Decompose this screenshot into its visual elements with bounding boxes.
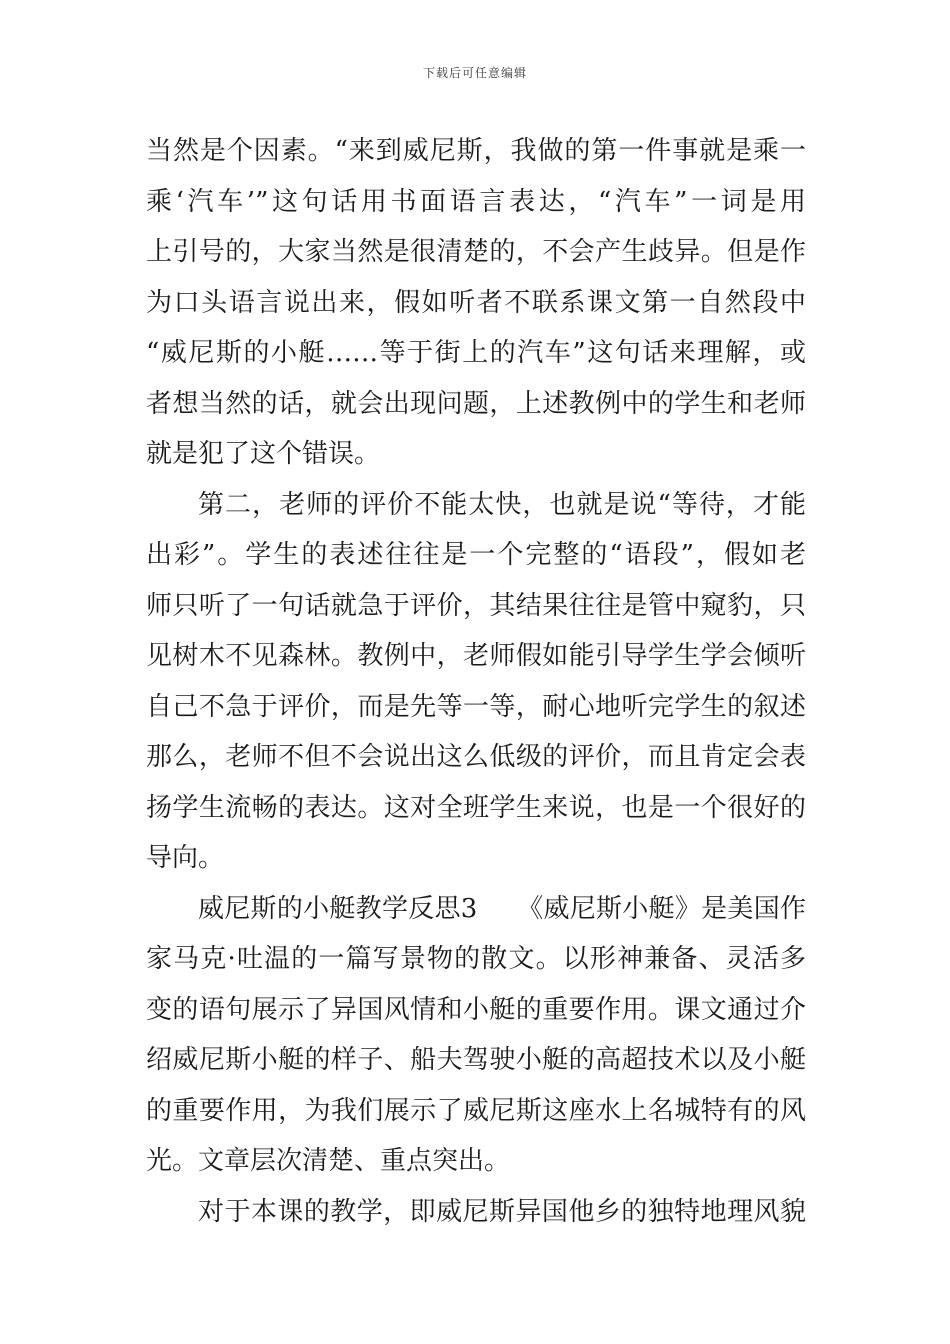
text-line: 者想当然的话，就会出现问题，上述教例中的学生和老师 <box>146 388 806 419</box>
text-line: 导向。 <box>146 843 225 873</box>
text-line: 绍威尼斯小艇的样子、船夫驾驶小艇的高超技术以及小艇 <box>146 1045 806 1075</box>
text-line: 光。文章层次清楚、重点突出。 <box>146 1146 511 1176</box>
text-line: 为口头语言说出来，假如听者不联系课文第一自然段中 <box>146 287 806 318</box>
body-text <box>146 126 806 1237</box>
text-line: 扬学生流畅的表达。这对全班学生来说，也是一个很好的 <box>146 792 806 823</box>
text-line: 家马克·吐温的一篇写景物的散文。以形神兼备、灵活多 <box>146 944 806 974</box>
text-line: 自己不急于评价，而是先等一等，耐心地听完学生的叙述 <box>146 691 806 722</box>
text-line: 出彩”。学生的表述往往是一个完整的“语段”，假如老 <box>146 540 806 570</box>
text-line: 那么，老师不但不会说出这么低级的评价，而且肯定会表 <box>146 742 806 772</box>
text-line: 威尼斯的小艇教学反思3 《威尼斯小艇》是美国作 <box>198 893 806 924</box>
text-line: 就是犯了这个错误。 <box>146 439 381 469</box>
text-line: 乘‘汽车’”这句话用书面语言表达，“汽车”一词是用 <box>146 186 806 217</box>
text-line: 的重要作用，为我们展示了威尼斯这座水上名城特有的风 <box>146 1095 806 1126</box>
text-line: 当然是个因素。“来到威尼斯，我做的第一件事就是乘一 <box>146 136 806 166</box>
text-line: 变的语句展示了异国风情和小艇的重要作用。课文通过介 <box>146 994 806 1025</box>
page-header: 下载后可任意编辑 <box>422 66 527 80</box>
text-line: 师只听了一句话就急于评价，其结果往往是管中窥豹，只 <box>146 590 806 621</box>
text-line: 第二，老师的评价不能太快，也就是说“等待，才能 <box>198 489 806 520</box>
text-line: 对于本课的教学，即威尼斯异国他乡的独特地理风貌 <box>198 1196 806 1227</box>
text-line: 上引号的，大家当然是很清楚的，不会产生歧异。但是作 <box>146 237 806 267</box>
text-line: “威尼斯的小艇……等于街上的汽车”这句话来理解，或 <box>146 338 806 368</box>
text-line: 见树木不见森林。教例中，老师假如能引导学生学会倾听 <box>146 641 806 671</box>
